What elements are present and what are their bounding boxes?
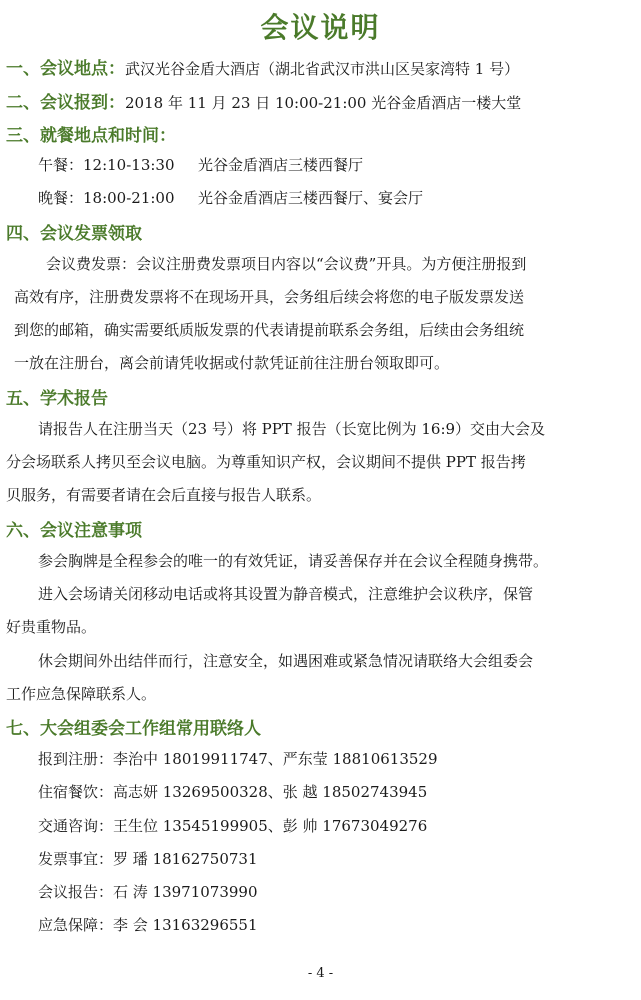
section-contacts-heading: 七、大会组委会工作组常用联络人: [6, 719, 261, 739]
section-academic-heading: 五、学术报告: [6, 389, 108, 409]
contact-row: 发票事宜：罗 璠 18162750731: [38, 850, 258, 868]
contact-row: 会议报告：石 涛 13971073990: [38, 883, 258, 901]
notice-paragraph-line: 参会胸牌是全程参会的唯一的有效凭证，请妥善保存并在会议全程随身携带。: [38, 552, 549, 570]
section-registration-text: 2018 年 11 月 23 日 10:00-21:00 光谷金盾酒店一楼大堂: [125, 94, 522, 112]
lunch-line: [38, 154, 363, 175]
section-notice-heading: 六、会议注意事项: [6, 521, 142, 541]
invoice-paragraph-line: 一放在注册台，离会前请凭收据或付款凭证前往注册台领取即可。: [14, 354, 450, 372]
contact-row: 应急保障：李 会 13163296551: [38, 916, 258, 934]
notice-paragraph-line: 好贵重物品。: [6, 618, 97, 636]
section-dining-heading: 三、就餐地点和时间：: [6, 126, 176, 146]
academic-paragraph-line: 请报告人在注册当天（23 号）将 PPT 报告（长宽比例为 16:9）交由大会及: [38, 420, 546, 438]
page-title: 会议说明: [260, 11, 381, 44]
lunch-place: 光谷金盾酒店三楼西餐厅: [198, 156, 364, 174]
academic-paragraph-line: 分会场联系人拷贝至会议电脑。为尊重知识产权，会议期间不提供 PPT 报告拷: [6, 453, 526, 471]
section-venue: [6, 54, 519, 79]
dinner-line: [38, 187, 423, 208]
contact-row: 报到注册：李治中 18019911747、严东莹 18810613529: [38, 750, 438, 768]
section-registration-label: 二、会议报到：: [6, 93, 125, 113]
lunch-time: 午餐：12:10-13:30: [38, 156, 175, 174]
section-venue-label: 一、会议地点：: [6, 59, 125, 79]
invoice-paragraph-line: 高效有序，注册费发票将不在现场开具，会务组后续会将您的电子版发票发送: [14, 288, 525, 306]
notice-paragraph-line: 工作应急保障联系人。: [6, 685, 157, 703]
academic-paragraph-line: 贝服务，有需要者请在会后直接与报告人联系。: [6, 486, 322, 504]
section-registration: [6, 88, 521, 113]
notice-paragraph-line: 休会期间外出结伴而行，注意安全，如遇困难或紧急情况请联络大会组委会: [38, 652, 534, 670]
notice-paragraph-line: 进入会场请关闭移动电话或将其设置为静音模式，注意维护会议秩序，保管: [38, 585, 534, 603]
dinner-place: 光谷金盾酒店三楼西餐厅、宴会厅: [198, 189, 424, 207]
section-venue-text: 武汉光谷金盾大酒店（湖北省武汉市洪山区吴家湾特 1 号）: [125, 60, 520, 78]
invoice-paragraph-line: 会议费发票：会议注册费发票项目内容以“会议费”开具。为方便注册报到: [46, 255, 527, 273]
contact-row: 住宿餐饮：高志妍 13269500328、张 越 18502743945: [38, 783, 428, 801]
invoice-paragraph-line: 到您的邮箱，确实需要纸质版发票的代表请提前联系会务组，后续由会务组统: [14, 321, 525, 339]
section-invoice-heading: 四、会议发票领取: [6, 224, 142, 244]
page-number: - 4 -: [307, 966, 334, 981]
dinner-time: 晚餐：18:00-21:00: [38, 189, 175, 207]
contact-row: 交通咨询：王生位 13545199905、彭 帅 17673049276: [38, 817, 428, 835]
